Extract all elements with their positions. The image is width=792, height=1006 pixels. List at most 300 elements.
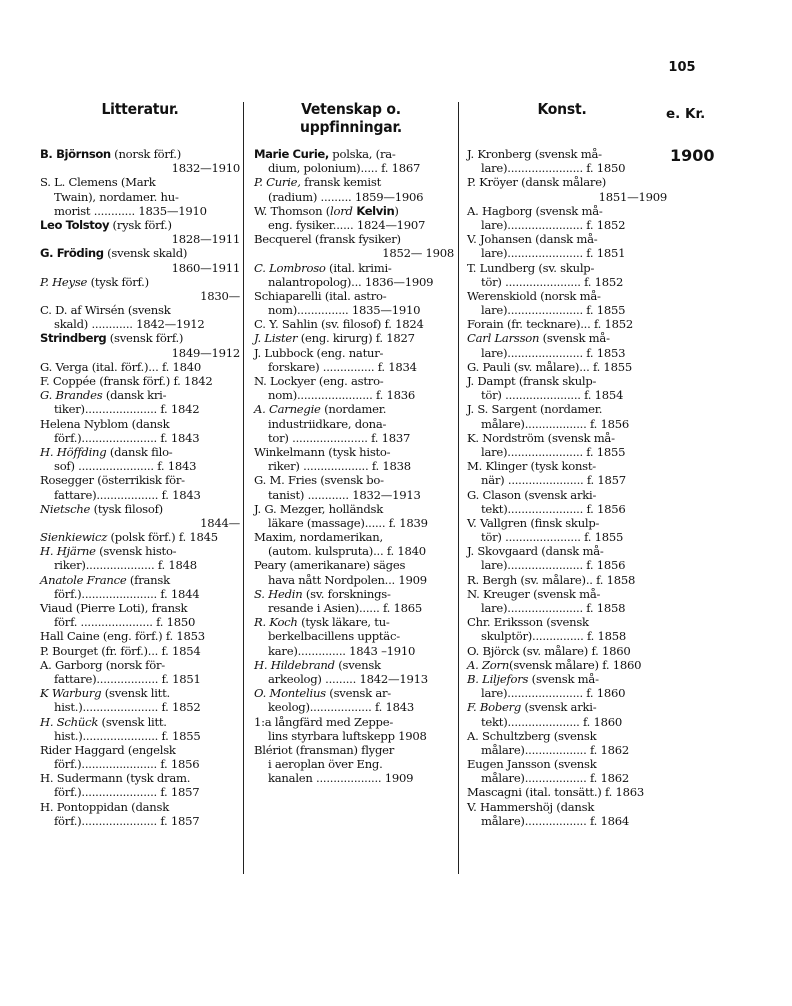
konst-entry-line xyxy=(467,502,667,516)
konst-entry-line xyxy=(467,331,667,345)
entry-text: K. Nordström (svensk må- xyxy=(467,430,615,445)
litteratur-entry-line xyxy=(40,686,240,700)
entry-text: (svensk xyxy=(334,657,381,672)
entry-text: förf.)...................... f. 1857 xyxy=(54,785,200,800)
entry-text: fattare).................. f. 1843 xyxy=(54,487,201,502)
entry-text: berkelbacillens upptäc- xyxy=(268,629,400,644)
heading-vetenskap: Vetenskap o. uppfinningar. xyxy=(299,100,403,136)
konst-entry-line xyxy=(467,629,667,643)
vetenskap-entry-line xyxy=(254,147,454,161)
entry-text: forskare) ............... f. 1834 xyxy=(268,359,417,374)
entry-text: lare)...................... f. 1853 xyxy=(481,345,626,360)
konst-entry-line xyxy=(467,715,667,729)
entry-text: G. Pauli (sv. målare)... f. 1855 xyxy=(467,359,632,374)
vetenskap-entry-line xyxy=(254,218,454,232)
entry-text: lare)...................... f. 1860 xyxy=(481,686,626,701)
entry-text: målare).................. f. 1862 xyxy=(481,742,629,757)
entry-name: P. Curie, xyxy=(254,175,301,190)
column-divider-left xyxy=(243,102,244,874)
litteratur-entry-line xyxy=(40,544,240,558)
entry-text: lare)...................... f. 1855 xyxy=(481,444,626,459)
entry-text: Rosegger (österrikisk för- xyxy=(40,473,185,488)
entry-text: riker).................... f. 1848 xyxy=(54,558,197,573)
entry-text: lare)...................... f. 1852 xyxy=(481,217,626,232)
konst-column xyxy=(467,147,667,828)
entry-text: (dansk kri- xyxy=(102,388,167,403)
konst-entry-line xyxy=(467,644,667,658)
entry-text: (svensk histo- xyxy=(95,544,177,559)
entry-text: (svensk må- xyxy=(528,671,599,686)
entry-name: J. Lister xyxy=(254,331,298,346)
entry-text: målare).................. f. 1862 xyxy=(481,771,629,786)
entry-text: målare).................. f. 1856 xyxy=(481,416,629,431)
vetenskap-entry-line xyxy=(254,374,454,388)
entry-text: förf.)...................... f. 1844 xyxy=(54,586,200,601)
entry-name: Leo Tolstoy xyxy=(40,217,110,232)
litteratur-entry-line xyxy=(40,558,240,572)
entry-text: A. Hagborg (svensk må- xyxy=(467,203,603,218)
entry-text: O. Björck (sv. målare) f. 1860 xyxy=(467,643,631,658)
entry-text: tör) ...................... f. 1852 xyxy=(481,274,624,289)
vetenskap-entry-line xyxy=(254,317,454,331)
vetenskap-entry-line xyxy=(254,558,454,572)
entry-text: 1832—1910 xyxy=(171,161,240,176)
entry-text: lare)...................... f. 1851 xyxy=(481,246,626,261)
konst-entry-line xyxy=(467,587,667,601)
vetenskap-entry-line xyxy=(254,715,454,729)
entry-text: (fransk xyxy=(126,572,170,587)
entry-text: (dansk filo- xyxy=(106,444,173,459)
entry-text: Forain (fr. tecknare)... f. 1852 xyxy=(467,317,633,332)
konst-entry-line xyxy=(467,445,667,459)
konst-entry-line xyxy=(467,402,667,416)
litteratur-entry-line xyxy=(40,303,240,317)
entry-text: (svensk målare) f. 1860 xyxy=(509,657,642,672)
entry-text: (autom. kulspruta)... f. 1840 xyxy=(268,544,426,559)
konst-entry-line xyxy=(467,615,667,629)
entry-text: (polsk förf.) f. 1845 xyxy=(107,530,218,545)
entry-text: N. Kreuger (svensk må- xyxy=(467,586,601,601)
litteratur-entry-line xyxy=(40,743,240,757)
entry-text: A. Schultzberg (svensk xyxy=(467,728,597,743)
litteratur-entry-line xyxy=(40,488,240,502)
vetenskap-entry-line xyxy=(254,303,454,317)
vetenskap-entry-line xyxy=(254,402,454,416)
entry-text: G. Clason (svensk arki- xyxy=(467,487,597,502)
entry-name: H. Hildebrand xyxy=(254,657,335,672)
litteratur-entry-line xyxy=(40,587,240,601)
entry-text: (svensk skald) xyxy=(103,246,188,261)
konst-entry-line xyxy=(467,218,667,232)
litteratur-entry-line xyxy=(40,729,240,743)
konst-entry-line xyxy=(467,317,667,331)
vetenskap-entry-line xyxy=(254,658,454,672)
litteratur-entry-line xyxy=(40,218,240,232)
litteratur-entry-line xyxy=(40,615,240,629)
entry-text: (rysk förf.) xyxy=(109,217,172,232)
entry-text: Winkelmann (tysk histo- xyxy=(254,444,391,459)
entry-name: A. Zorn xyxy=(467,657,510,672)
entry-text: kanalen ................... 1909 xyxy=(268,771,414,786)
entry-text: keolog).................. f. 1843 xyxy=(268,700,415,715)
entry-text: H. Sudermann (tysk dram. xyxy=(40,771,191,786)
entry-text: (svensk litt. xyxy=(101,686,170,701)
litteratur-entry-line xyxy=(40,431,240,445)
litteratur-entry-line xyxy=(40,601,240,615)
heading-konst: Konst. xyxy=(537,100,587,118)
konst-entry-line xyxy=(467,261,667,275)
entry-text: (sv. forsknings- xyxy=(302,586,391,601)
entry-text: förf.)...................... f. 1843 xyxy=(54,430,200,445)
konst-entry-line xyxy=(467,346,667,360)
entry-name: S. Hedin xyxy=(254,586,303,601)
entry-text: T. Lundberg (sv. skulp- xyxy=(467,260,595,275)
litteratur-entry-line xyxy=(40,644,240,658)
vetenskap-entry-line xyxy=(254,473,454,487)
entry-text: A. Garborg (norsk för- xyxy=(40,657,165,672)
entry-name: Marie Curie, xyxy=(254,147,329,161)
litteratur-entry-line xyxy=(40,757,240,771)
entry-text: tekt)..................... f. 1860 xyxy=(481,714,623,729)
konst-entry-line xyxy=(467,431,667,445)
konst-entry-line xyxy=(467,771,667,785)
konst-entry-line xyxy=(467,757,667,771)
litteratur-entry-line xyxy=(40,785,240,799)
vetenskap-entry-line xyxy=(254,601,454,615)
vetenskap-entry-line xyxy=(254,190,454,204)
entry-text: nom)............... 1835—1910 xyxy=(268,303,421,318)
litteratur-entry-line xyxy=(40,814,240,828)
litteratur-entry-line xyxy=(40,190,240,204)
entry-text: W. Thomson ( xyxy=(254,203,331,218)
entry-text: S. L. Clemens (Mark xyxy=(40,175,156,190)
entry-text: V. Johansen (dansk må- xyxy=(467,232,598,247)
entry-text: V. Vallgren (finsk skulp- xyxy=(467,515,600,530)
entry-text: industriidkare, dona- xyxy=(268,416,387,431)
entry-text: J. G. Mezger, holländsk xyxy=(254,501,383,516)
konst-entry-line xyxy=(467,601,667,615)
entry-text: G. Verga (ital. förf.)... f. 1840 xyxy=(40,359,201,374)
litteratur-entry-line xyxy=(40,289,240,303)
entry-text: C. Y. Sahlin (sv. filosof) f. 1824 xyxy=(254,317,424,332)
entry-text: C. D. af Wirsén (svensk xyxy=(40,303,171,318)
litteratur-entry-line xyxy=(40,700,240,714)
litteratur-entry-line xyxy=(40,530,240,544)
entry-text: fattare).................. f. 1851 xyxy=(54,671,201,686)
litteratur-entry-line xyxy=(40,261,240,275)
entry-text: Twain), nordamer. hu- xyxy=(54,189,179,204)
entry-text: lins styrbara luftskepp 1908 xyxy=(268,728,427,743)
entry-text: Eugen Jansson (svensk xyxy=(467,757,597,772)
litteratur-entry-line xyxy=(40,360,240,374)
entry-name: F. Boberg xyxy=(467,700,522,715)
litteratur-entry-line xyxy=(40,629,240,643)
entry-text: tor) ...................... f. 1837 xyxy=(268,430,411,445)
entry-text: 1:a långfärd med Zeppe- xyxy=(254,714,393,729)
konst-entry-line xyxy=(467,374,667,388)
entry-text: J. Kronberg (svensk må- xyxy=(467,147,602,161)
entry-name: B. Liljefors xyxy=(467,671,529,686)
entry-text: förf.)...................... f. 1856 xyxy=(54,757,200,772)
entry-text: (svensk må- xyxy=(539,331,610,346)
era-label: e. Kr. xyxy=(666,106,706,122)
entry-text: sof) ...................... f. 1843 xyxy=(54,459,197,474)
vetenskap-entry-line xyxy=(254,629,454,643)
litteratur-entry-line xyxy=(40,459,240,473)
litteratur-entry-line xyxy=(40,374,240,388)
entry-name: Nietsche xyxy=(40,501,91,516)
litteratur-entry-line xyxy=(40,417,240,431)
entry-text: Schiaparelli (ital. astro- xyxy=(254,288,387,303)
entry-text: riker) ................... f. 1838 xyxy=(268,459,411,474)
entry-name: P. Heyse xyxy=(40,274,88,289)
entry-text: kare).............. 1843 –1910 xyxy=(268,643,416,658)
litteratur-entry-line xyxy=(40,715,240,729)
entry-text: J. Lubbock (eng. natur- xyxy=(254,345,384,360)
litteratur-entry-line xyxy=(40,204,240,218)
litteratur-entry-line xyxy=(40,672,240,686)
litteratur-entry-line xyxy=(40,246,240,260)
konst-entry-line xyxy=(467,544,667,558)
vetenskap-entry-line xyxy=(254,175,454,189)
konst-entry-line xyxy=(467,800,667,814)
entry-text: morist ............ 1835—1910 xyxy=(54,203,207,218)
vetenskap-entry-line xyxy=(254,700,454,714)
entry-text: G. M. Fries (svensk bo- xyxy=(254,473,384,488)
entry-text: Viaud (Pierre Loti), fransk xyxy=(40,601,188,615)
entry-text: 1860—1911 xyxy=(171,260,240,275)
vetenskap-entry-line xyxy=(254,672,454,686)
entry-text: hava nått Nordpolen... 1909 xyxy=(268,572,427,587)
litteratur-entry-line xyxy=(40,232,240,246)
konst-entry-line xyxy=(467,246,667,260)
entry-text: (norsk förf.) xyxy=(110,147,182,161)
entry-name: Strindberg xyxy=(40,331,107,346)
entry-text: M. Klinger (tysk konst- xyxy=(467,459,596,474)
konst-entry-line xyxy=(467,388,667,402)
vetenskap-entry-line xyxy=(254,360,454,374)
entry-text: nom)...................... f. 1836 xyxy=(268,388,415,403)
entry-text: arkeolog) ......... 1842—1913 xyxy=(268,671,428,686)
entry-text: skald) ............ 1842—1912 xyxy=(54,317,205,332)
entry-text: (tysk läkare, tu- xyxy=(297,615,390,630)
entry-text: (tysk förf.) xyxy=(87,274,149,289)
entry-text: J. Skovgaard (dansk må- xyxy=(467,544,604,559)
entry-name: G. Brandes xyxy=(40,388,103,403)
entry-text: tör) ...................... f. 1854 xyxy=(481,388,624,403)
entry-text: Becquerel (fransk fysiker) xyxy=(254,232,401,247)
vetenskap-entry-line xyxy=(254,729,454,743)
entry-text: Maxim, nordamerikan, xyxy=(254,530,383,545)
vetenskap-entry-line xyxy=(254,516,454,530)
vetenskap-entry-line xyxy=(254,771,454,785)
entry-text: lare)...................... f. 1858 xyxy=(481,601,626,615)
entry-text: tör) ...................... f. 1855 xyxy=(481,530,624,545)
entry-text: nalantropolog)... 1836—1909 xyxy=(268,274,434,289)
konst-entry-line xyxy=(467,289,667,303)
litteratur-column xyxy=(40,147,240,828)
entry-text: resande i Asien)...... f. 1865 xyxy=(268,601,423,615)
entry-name: R. Koch xyxy=(254,615,298,630)
entry-text: polska, (ra- xyxy=(328,147,396,161)
konst-entry-line xyxy=(467,303,667,317)
litteratur-entry-line xyxy=(40,346,240,360)
litteratur-entry-line xyxy=(40,573,240,587)
litteratur-entry-line xyxy=(40,445,240,459)
entry-text: Rider Haggard (engelsk xyxy=(40,742,176,757)
vetenskap-entry-line xyxy=(254,388,454,402)
entry-name: Anatole France xyxy=(40,572,127,587)
entry-name: H. Höffding xyxy=(40,444,107,459)
entry-text: (tysk filosof) xyxy=(90,501,163,516)
heading-litteratur: Litteratur. xyxy=(101,100,179,118)
entry-text: H. Pontoppidan (dansk xyxy=(40,799,169,814)
konst-entry-line xyxy=(467,573,667,587)
vetenskap-entry-line xyxy=(254,757,454,771)
konst-entry-line xyxy=(467,175,667,189)
entry-text: hist.)...................... f. 1855 xyxy=(54,728,201,743)
konst-entry-line xyxy=(467,729,667,743)
entry-name: A. Carnegie xyxy=(254,402,321,417)
litteratur-entry-line xyxy=(40,388,240,402)
entry-text: Werenskiold (norsk må- xyxy=(467,288,601,303)
entry-text: fransk kemist xyxy=(300,175,381,190)
litteratur-entry-line xyxy=(40,175,240,189)
entry-text: 1852— 1908 xyxy=(382,246,454,261)
entry-text: 1830— xyxy=(200,288,240,303)
vetenskap-entry-line xyxy=(254,488,454,502)
litteratur-entry-line xyxy=(40,771,240,785)
page-number: 105 xyxy=(668,60,696,75)
entry-name: B. Björnson xyxy=(40,147,111,161)
konst-entry-line xyxy=(467,161,667,175)
entry-name: G. Fröding xyxy=(40,246,104,261)
year-label: 1900 xyxy=(670,146,715,165)
entry-text: V. Hammershöj (dansk xyxy=(467,799,595,814)
entry-name: lord xyxy=(330,203,353,218)
litteratur-entry-line xyxy=(40,502,240,516)
litteratur-entry-line xyxy=(40,402,240,416)
entry-text: (nordamer. xyxy=(320,402,387,417)
entry-text: 1851—1909 xyxy=(598,189,667,204)
konst-entry-line xyxy=(467,275,667,289)
entry-text: (svensk förf.) xyxy=(106,331,184,346)
entry-text: (radium) ......... 1859—1906 xyxy=(268,189,424,204)
entry-text: tekt)...................... f. 1856 xyxy=(481,501,626,516)
entry-name: Sienkiewicz xyxy=(40,530,108,545)
entry-text: ) xyxy=(394,203,399,218)
litteratur-entry-line xyxy=(40,516,240,530)
vetenskap-entry-line xyxy=(254,544,454,558)
vetenskap-entry-line xyxy=(254,615,454,629)
entry-text: Blériot (fransman) flyger xyxy=(254,742,395,757)
konst-entry-line xyxy=(467,686,667,700)
litteratur-entry-line xyxy=(40,147,240,161)
entry-text: lare)...................... f. 1856 xyxy=(481,558,626,573)
entry-text: läkare (massage)...... f. 1839 xyxy=(268,515,428,530)
konst-entry-line xyxy=(467,530,667,544)
konst-entry-line xyxy=(467,785,667,799)
litteratur-entry-line xyxy=(40,800,240,814)
konst-entry-line xyxy=(467,743,667,757)
litteratur-entry-line xyxy=(40,473,240,487)
vetenskap-entry-line xyxy=(254,644,454,658)
entry-name: K Warburg xyxy=(40,686,102,701)
entry-name: H. Schück xyxy=(40,714,99,729)
entry-text: hist.)...................... f. 1852 xyxy=(54,700,201,715)
entry-text: 1844— xyxy=(200,515,240,530)
entry-name: O. Montelius xyxy=(254,686,326,701)
konst-entry-line xyxy=(467,204,667,218)
konst-entry-line xyxy=(467,417,667,431)
konst-entry-line xyxy=(467,814,667,828)
vetenskap-entry-line xyxy=(254,331,454,345)
entry-text: F. Coppée (fransk förf.) f. 1842 xyxy=(40,374,213,388)
vetenskap-entry-line xyxy=(254,246,454,260)
entry-name: H. Hjärne xyxy=(40,544,96,559)
konst-entry-line xyxy=(467,360,667,374)
entry-text: N. Lockyer (eng. astro- xyxy=(254,374,384,388)
entry-text: J. S. Sargent (nordamer. xyxy=(467,402,603,417)
konst-entry-line xyxy=(467,516,667,530)
vetenskap-column xyxy=(254,147,454,785)
litteratur-entry-line xyxy=(40,275,240,289)
konst-entry-line xyxy=(467,190,667,204)
konst-entry-line xyxy=(467,473,667,487)
vetenskap-entry-line xyxy=(254,275,454,289)
vetenskap-entry-line xyxy=(254,204,454,218)
entry-text: förf.)...................... f. 1857 xyxy=(54,813,200,828)
entry-text: 1849—1912 xyxy=(171,345,240,360)
konst-entry-line xyxy=(467,658,667,672)
vetenskap-entry-line xyxy=(254,346,454,360)
entry-text: (ital. krimi- xyxy=(325,260,392,275)
entry-text: P. Kröyer (dansk målare) xyxy=(467,175,607,190)
vetenskap-entry-line xyxy=(254,743,454,757)
vetenskap-entry-line xyxy=(254,530,454,544)
entry-text: Mascagni (ital. tonsätt.) f. 1863 xyxy=(467,785,644,800)
vetenskap-entry-line xyxy=(254,431,454,445)
litteratur-entry-line xyxy=(40,317,240,331)
konst-entry-line xyxy=(467,459,667,473)
vetenskap-entry-line xyxy=(254,587,454,601)
entry-text: (svensk ar- xyxy=(325,686,391,701)
vetenskap-entry-line xyxy=(254,686,454,700)
litteratur-entry-line xyxy=(40,658,240,672)
vetenskap-entry-line xyxy=(254,573,454,587)
vetenskap-entry-line xyxy=(254,502,454,516)
vetenskap-entry-line xyxy=(254,289,454,303)
vetenskap-entry-line xyxy=(254,417,454,431)
entry-text: skulptör)............... f. 1858 xyxy=(481,629,626,644)
konst-entry-line xyxy=(467,700,667,714)
entry-text: när) ...................... f. 1857 xyxy=(481,473,626,488)
vetenskap-entry-line xyxy=(254,459,454,473)
konst-entry-line xyxy=(467,672,667,686)
vetenskap-entry-line xyxy=(254,445,454,459)
vetenskap-entry-line xyxy=(254,261,454,275)
entry-text: (svensk litt. xyxy=(98,714,167,729)
entry-text: 1828—1911 xyxy=(171,232,240,247)
entry-text: Helena Nyblom (dansk xyxy=(40,416,170,431)
entry-text: dium, polonium)..... f. 1867 xyxy=(268,161,421,176)
entry-text: R. Bergh (sv. målare).. f. 1858 xyxy=(467,572,636,587)
konst-entry-line xyxy=(467,232,667,246)
vetenskap-entry-line xyxy=(254,232,454,246)
entry-text: i aeroplan över Eng. xyxy=(268,757,383,772)
entry-text: J. Dampt (fransk skulp- xyxy=(467,374,597,388)
entry-text: (svensk arki- xyxy=(521,700,597,715)
